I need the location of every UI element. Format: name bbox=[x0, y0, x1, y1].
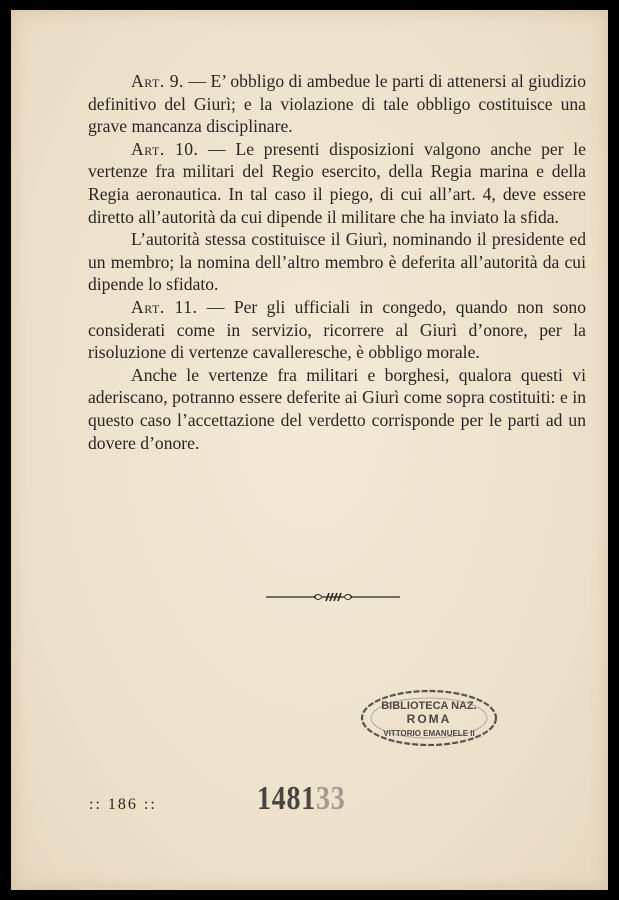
article-9: Art. 9. — E’ obbligo di ambedue le parti di attenersi al giudizio definitivo del Giurì; e la violazione di tale obbligo costituisce una grave mancanza disciplinare. bbox=[88, 71, 586, 137]
ornament-divider-icon bbox=[266, 589, 400, 605]
article-10: Art. 10. — Le presenti disposizioni valgono anche per le vertenze fra militari del Regio esercito, della Regia marina e della Regia aeronautica. In tal caso il piego, di cui all’art. 4, deve essere diretto all’autorità da cui dipende il militare che ha inviato la sfida. bbox=[88, 138, 586, 227]
stamp-line-3: VITTORIO EMANUELE II bbox=[383, 729, 475, 738]
article-label: Art. 11. bbox=[131, 296, 198, 317]
book-page bbox=[11, 10, 608, 890]
stamp-line-1: BIBLIOTECA NAZ. bbox=[381, 700, 477, 712]
paragraph-autorita: L’autorità stessa costituisce il Giurì, nominando il presidente ed un membro; la nomina dell’altro membro è deferita all’autorità da cui dipende lo sfidato. bbox=[88, 229, 586, 295]
article-11: Art. 11. — Per gli ufficiali in congedo, quando non sono considerati come in servizio, ricorrere al Giurì d’onore, per la risoluzione di vertenze cavalleresche, è obbligo morale. bbox=[88, 296, 586, 363]
paragraph-vertenze: Anche le vertenze fra militari e borghesi, qualora questi vi aderiscano, potranno essere deferite ai Giurì come sopra costituiti: e in questo caso l’accettazione del verdetto corrisponde per le parti ad un dovere d’onore. bbox=[88, 364, 586, 453]
body-text bbox=[88, 70, 586, 454]
article-label: Art. 9. bbox=[131, 71, 184, 91]
stamp-line-2: ROMA bbox=[406, 712, 452, 726]
page-number: :: 186 :: bbox=[89, 796, 157, 813]
inventory-number: 148133 bbox=[257, 780, 346, 817]
article-label: Art. 10. bbox=[131, 138, 199, 159]
library-stamp bbox=[359, 688, 499, 748]
